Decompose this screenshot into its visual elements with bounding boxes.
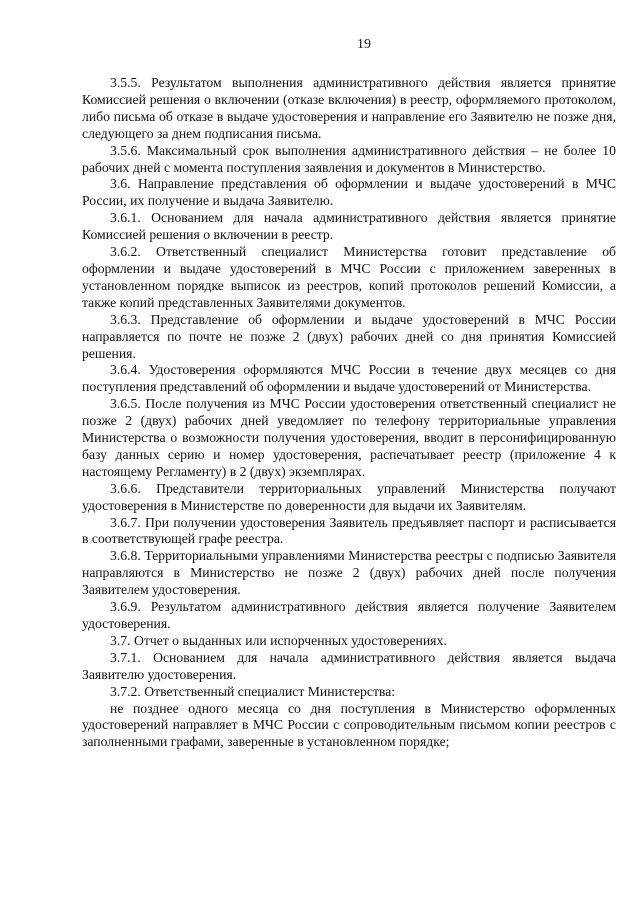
paragraph-3-6-9: 3.6.9. Результатом административного действия является получение Заявителем удостоверения. [82, 599, 616, 631]
paragraph-3-6-1: 3.6.1. Основанием для начала административного действия является принятие Комиссией решения о включении в реестр. [82, 210, 616, 243]
paragraph-3-6-3: 3.6.3. Представление об оформлении и выдаче удостоверений в МЧС России направляется по почте не позже 2 (двух) рабочих дней со дня принятия Комиссией решения. [82, 311, 616, 361]
section-heading-3-7: 3.7. Отчет о выданных или испорченных удостоверениях. [110, 632, 447, 648]
paragraph-3-7-1: 3.7.1. Основанием для начала административного действия является выдача Заявителю удостоверения. [82, 649, 616, 682]
paragraph-3-5-5: 3.5.5. Результатом выполнения административного действия является принятие Комиссией решения о включении (отказе включения) в реестр, оформляемого протоколом, либо письма об отказе в выдаче удостоверения и направление его Заявителю не позже дня, следующего за днем подписания письма. [82, 75, 616, 141]
page-number: 19 [357, 37, 371, 52]
paragraph-3-7-2: 3.7.2. Ответственный специалист Министерства: [110, 683, 396, 699]
paragraph-3-6-7: 3.6.7. При получении удостоверения Заявитель предъявляет паспорт и расписывается в соответствующей графе реестра. [82, 514, 616, 547]
section-heading-3-6: 3.6. Направление представления об оформлении и выдаче удостоверений в МЧС России, их получение и выдача Заявителю. [82, 176, 616, 209]
paragraph-3-6-8: 3.6.8. Территориальными управлениями Министерства реестры с подписью Заявителя направляются в Министерство не позже 2 (двух) рабочих дней после получения Заявителем удостоверения. [82, 548, 616, 598]
paragraph-3-6-5: 3.6.5. После получения из МЧС России удостоверения ответственный специалист не позже 2 (двух) рабочих дней уведомляет по телефону территориальные управления Министерства о возможности получения удостоверения, вводит в персонифицированную базу данных серию и номер удостоверения, распечатывает реестр (приложение 4 к настоящему Регламенту) в 2 (двух) экземплярах. [82, 396, 616, 479]
paragraph-3-6-6: 3.6.6. Представители территориальных управлений Министерства получают удостоверения в Министерстве по доверенности для выдачи их Заявителям. [82, 480, 616, 513]
paragraph-3-6-2: 3.6.2. Ответственный специалист Министерства готовит представление об оформлении и выдаче удостоверений в МЧС России с приложением заверенных в установленном порядке выписок из реестров, копий протоколов решений Комиссии, а также копий представленных Заявителями документов. [82, 244, 616, 310]
paragraph-3-7-2-item: не позднее одного месяца со дня поступления в Министерство оформленных удостоверений направляет в МЧС России с сопроводительным письмом копии реестров с заполненными графами, заверенные в установленном порядке; [82, 700, 616, 750]
paragraph-3-6-4: 3.6.4. Удостоверения оформляются МЧС России в течение двух месяцев со дня поступления представлений об оформлении и выдаче удостоверений от Министерства. [82, 362, 616, 395]
paragraph-3-5-6: 3.5.6. Максимальный срок выполнения административного действия – не более 10 рабочих дней с момента поступления заявления и документов в Министерство. [82, 142, 616, 175]
document-body [82, 75, 616, 751]
